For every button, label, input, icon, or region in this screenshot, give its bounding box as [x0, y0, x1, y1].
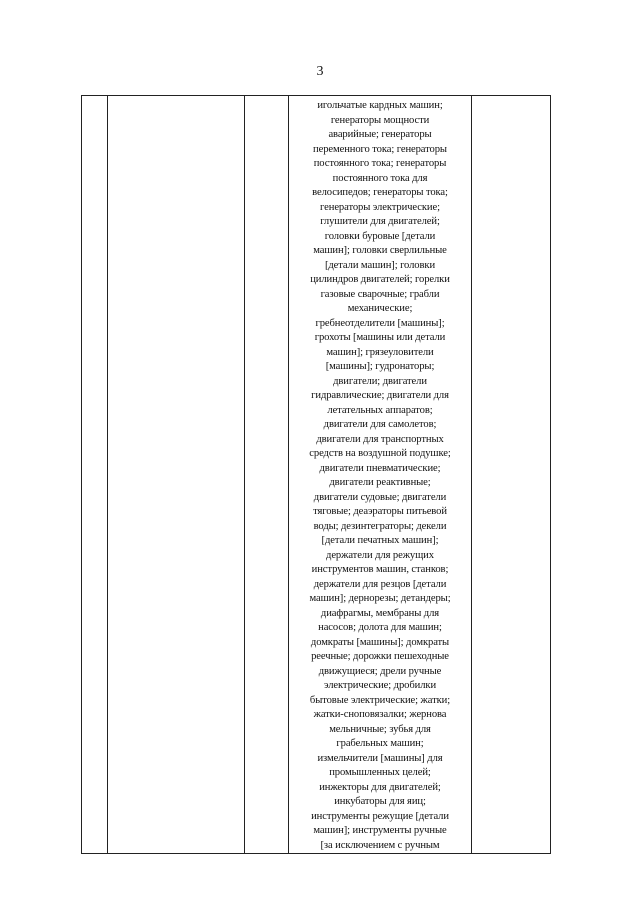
goods-line: цилиндров двигателей; горелки: [310, 274, 450, 285]
goods-line: электрические; дробилки: [323, 680, 437, 691]
goods-line: инструменты режущие [детали: [311, 810, 449, 822]
table-cell-notes: [472, 96, 551, 854]
goods-line: глушители для двигателей;: [320, 216, 440, 227]
goods-line: домкраты [машины]; домкраты: [310, 636, 450, 648]
goods-line: игольчатые кардных машин;: [317, 100, 443, 111]
goods-line: тяговые; деаэраторы питьевой: [313, 506, 447, 517]
goods-line: средств на воздушной подушке;: [309, 448, 451, 459]
goods-line: движущиеся; дрели ручные: [318, 665, 442, 677]
goods-line: воды; дезинтеграторы; декели: [313, 520, 447, 532]
goods-line: [машины]; гудронаторы;: [325, 361, 435, 372]
goods-line: [за исключением с ручным: [320, 839, 440, 851]
goods-line: насосов; долота для машин;: [318, 622, 442, 633]
goods-line: постоянного тока для: [332, 172, 428, 184]
goods-line: машин]; инструменты ручные: [313, 825, 447, 836]
page-number: 3: [316, 64, 324, 79]
goods-line: аварийные; генераторы: [328, 129, 432, 140]
table-cell-name: [108, 96, 245, 854]
goods-line: механические;: [347, 303, 413, 314]
table-cell-number: [82, 96, 108, 854]
goods-line: гребнеотделители [машины];: [315, 317, 445, 329]
table-row: [82, 96, 551, 854]
table-cell-goods: [289, 96, 472, 854]
goods-line: машин]; головки сверлильные: [313, 245, 447, 256]
goods-line: [детали печатных машин];: [321, 535, 439, 546]
goods-line: двигатели; двигатели: [333, 375, 427, 387]
goods-line: жатки-сноповязалки; жернова: [313, 709, 447, 720]
goods-line: генераторы электрические;: [320, 201, 440, 213]
goods-line: летательных аппаратов;: [327, 404, 433, 416]
goods-line: головки буровые [детали: [324, 230, 436, 242]
goods-line: держатели для режущих: [326, 549, 434, 561]
goods-table: [81, 95, 551, 854]
goods-line: двигатели для транспортных: [316, 433, 444, 445]
goods-line: инструментов машин, станков;: [311, 564, 449, 575]
goods-line: двигатели пневматические;: [319, 462, 441, 474]
goods-line: мельничные; зубья для: [329, 723, 431, 735]
goods-line: машин]; грязеуловители: [326, 346, 434, 358]
goods-line: держатели для резцов [детали: [313, 578, 447, 590]
goods-line: гидравлические; двигатели для: [311, 390, 449, 401]
goods-line: машин]; дернорезы; детандеры;: [309, 593, 451, 604]
goods-line: двигатели реактивные;: [329, 477, 431, 488]
goods-line: измельчители [машины] для: [317, 752, 443, 764]
goods-line: велосипедов; генераторы тока;: [312, 187, 448, 198]
goods-line: двигатели судовые; двигатели: [313, 491, 447, 503]
goods-line: инкубаторы для яиц;: [334, 796, 426, 807]
goods-line: переменного тока; генераторы: [313, 143, 447, 155]
goods-line: диафрагмы, мембраны для: [320, 607, 440, 619]
goods-line: промышленных целей;: [329, 767, 431, 778]
goods-line: постоянного тока; генераторы: [313, 158, 447, 169]
goods-line: инжекторы для двигателей;: [319, 781, 441, 793]
goods-list: [289, 96, 471, 853]
table-cell-class: [245, 96, 289, 854]
goods-line: грабельных машин;: [336, 738, 424, 749]
goods-line: грохоты [машины или детали: [314, 332, 446, 343]
goods-line: бытовые электрические; жатки;: [309, 694, 451, 706]
goods-line: двигатели для самолетов;: [323, 419, 437, 430]
goods-line: генераторы мощности: [330, 114, 430, 126]
goods-line: реечные; дорожки пешеходные: [311, 651, 449, 662]
goods-line: газовые сварочные; грабли: [320, 288, 440, 300]
goods-line: [детали машин]; головки: [324, 259, 436, 271]
